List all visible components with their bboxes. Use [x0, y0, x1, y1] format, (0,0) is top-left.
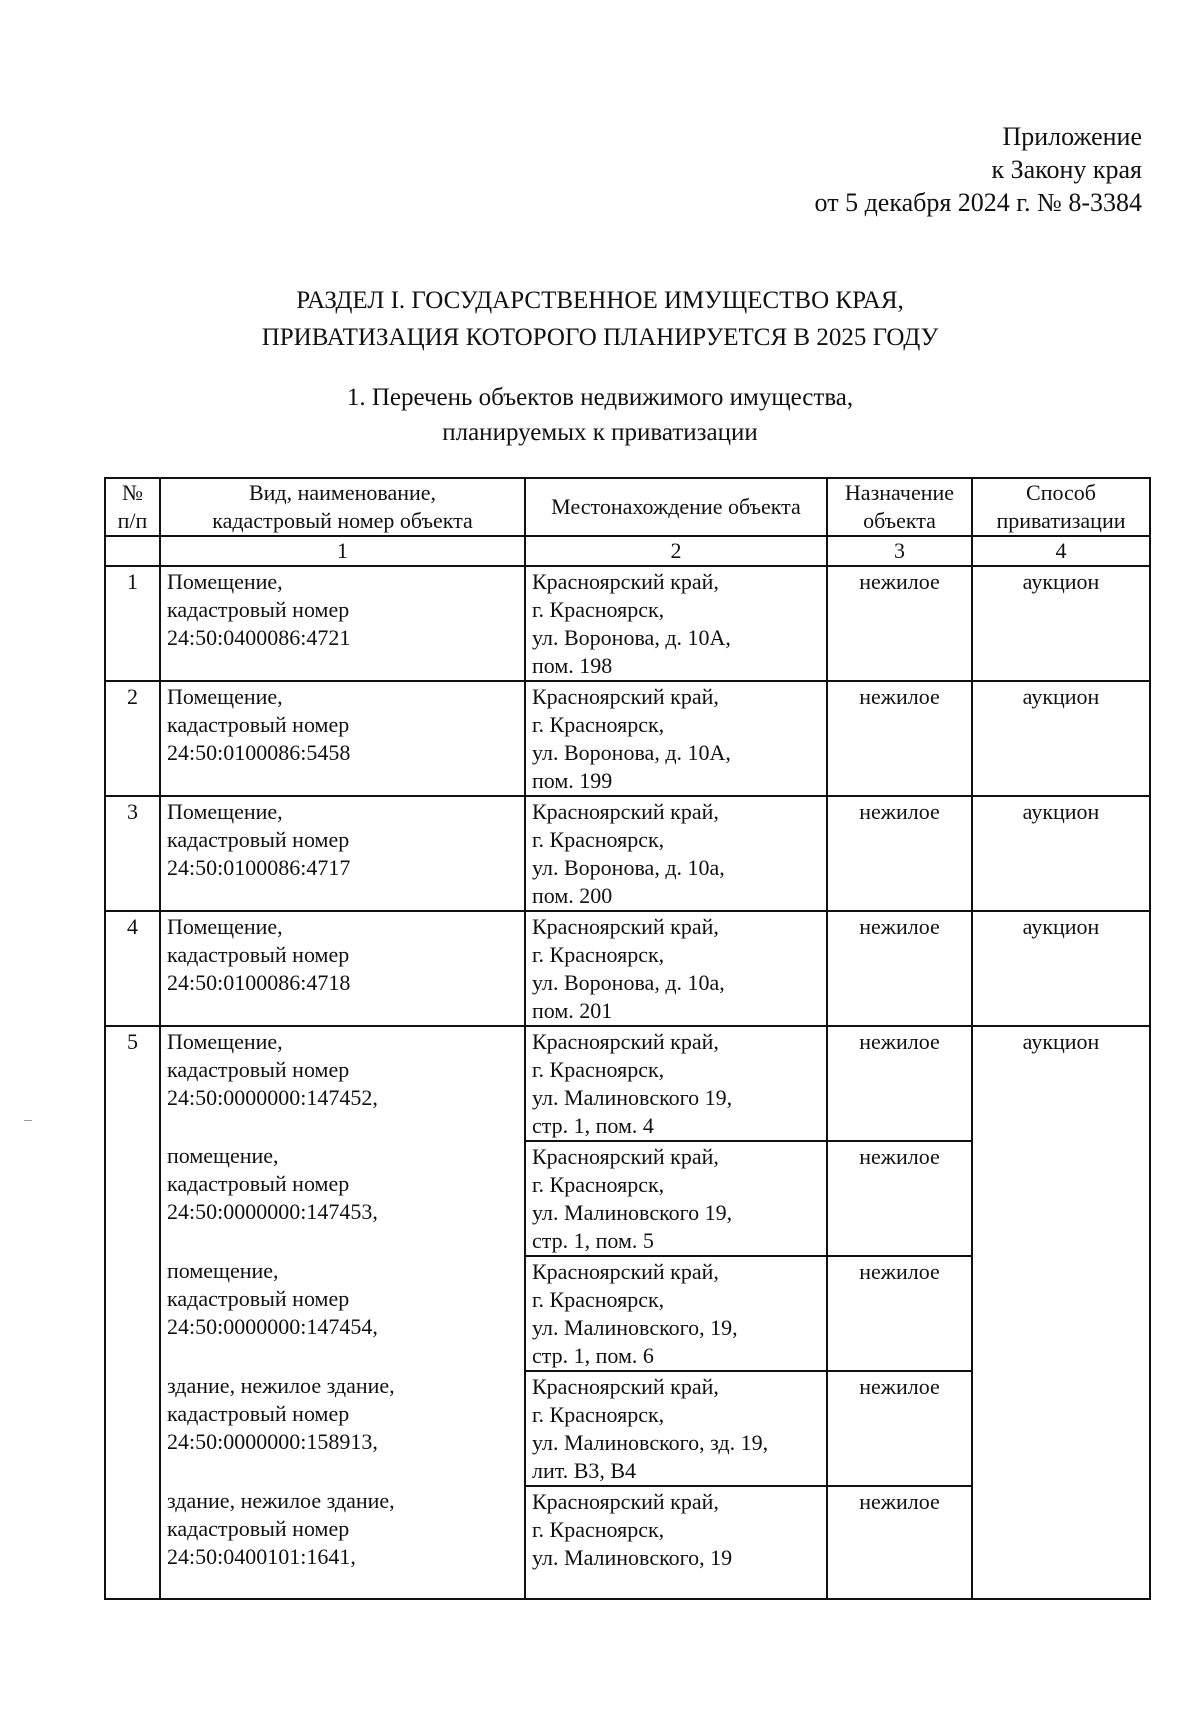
object-name	[160, 1486, 525, 1599]
appendix-line-3: от 5 декабря 2024 г. № 8-3384	[814, 188, 1142, 217]
cell-line: кадастровый номер	[167, 712, 350, 737]
cell-line: ул. Воронова, д. 10А,	[532, 625, 731, 650]
cell-line: 24:50:0400086:4721	[167, 625, 351, 650]
column-number: 4	[972, 536, 1150, 566]
cell-line: ул. Воронова, д. 10А,	[532, 740, 731, 765]
cell-line: помещение,	[167, 1143, 279, 1168]
cell-line: Помещение,	[167, 569, 283, 594]
cell-line: Красноярский край,	[532, 1144, 719, 1169]
object-location	[525, 796, 827, 911]
cell-line: 24:50:0000000:147452,	[167, 1085, 378, 1110]
cell-line: Красноярский край,	[532, 914, 719, 939]
cell-line: пом. 199	[532, 768, 613, 793]
object-location	[525, 566, 827, 681]
cell-line: 24:50:0000000:147453,	[167, 1199, 378, 1224]
cell-line: г. Красноярск,	[532, 1517, 665, 1542]
section-title	[0, 282, 1200, 356]
cell-line: стр. 1, пом. 5	[532, 1228, 654, 1253]
cell-line: 24:50:0100086:4717	[167, 855, 351, 880]
column-number-row	[105, 536, 1150, 566]
cell-line: г. Красноярск,	[532, 942, 665, 967]
appendix-line-2: к Закону края	[991, 155, 1142, 184]
object-location	[525, 911, 827, 1026]
cell-line: г. Красноярск,	[532, 1057, 665, 1082]
cell-line: ул. Воронова, д. 10а,	[532, 855, 725, 880]
cell-line: Помещение,	[167, 1029, 283, 1054]
header-name: Вид, наименование, кадастровый номер объекта	[160, 478, 525, 536]
table-row	[105, 1026, 1150, 1141]
privatization-method: аукцион	[972, 681, 1150, 796]
column-number: 2	[525, 536, 827, 566]
table-row	[105, 681, 1150, 796]
cell-line: кадастровый номер	[167, 827, 350, 852]
cell-line: Красноярский край,	[532, 569, 719, 594]
cell-line: Красноярский край,	[532, 684, 719, 709]
object-location	[525, 681, 827, 796]
table-header-row	[105, 478, 1150, 536]
cell-line: кадастровый номер	[167, 1057, 350, 1082]
object-purpose: нежилое	[827, 1026, 972, 1141]
cell-line: г. Красноярск,	[532, 712, 665, 737]
cell-line: стр. 1, пом. 4	[532, 1113, 654, 1138]
row-number: 1	[105, 566, 160, 681]
column-number-empty	[105, 536, 160, 566]
cell-line: г. Красноярск,	[532, 1402, 665, 1427]
cell-line: ул. Малиновского 19,	[532, 1085, 733, 1110]
object-name	[160, 1026, 525, 1141]
cell-line: Помещение,	[167, 914, 283, 939]
object-location	[525, 1486, 827, 1599]
cell-line: г. Красноярск,	[532, 597, 665, 622]
object-name	[160, 681, 525, 796]
cell-line: 24:50:0100086:4718	[167, 970, 351, 995]
object-purpose: нежилое	[827, 1141, 972, 1256]
objects-table	[104, 477, 1151, 1600]
cell-line: 24:50:0000000:158913,	[167, 1429, 378, 1454]
cell-line: Красноярский край,	[532, 1374, 719, 1399]
object-location	[525, 1141, 827, 1256]
cell-line: г. Красноярск,	[532, 827, 665, 852]
cell-line: г. Красноярск,	[532, 1287, 665, 1312]
object-name	[160, 1141, 525, 1256]
cell-line: здание, нежилое здание,	[167, 1488, 395, 1513]
object-name	[160, 911, 525, 1026]
cell-line: кадастровый номер	[167, 1516, 350, 1541]
privatization-method: аукцион	[972, 796, 1150, 911]
cell-line: кадастровый номер	[167, 942, 350, 967]
cell-line: пом. 201	[532, 998, 613, 1023]
cell-line: пом. 198	[532, 653, 613, 678]
cell-line: ул. Малиновского, 19	[532, 1545, 733, 1570]
cell-line: г. Красноярск,	[532, 1172, 665, 1197]
row-number: 3	[105, 796, 160, 911]
cell-line: ул. Малиновского, 19,	[532, 1315, 738, 1340]
cell-line: Помещение,	[167, 684, 283, 709]
object-purpose: нежилое	[827, 1371, 972, 1486]
header-num: № п/п	[105, 478, 160, 536]
table-row	[105, 796, 1150, 911]
cell-line: Красноярский край,	[532, 1259, 719, 1284]
list-title	[0, 380, 1200, 450]
object-purpose: нежилое	[827, 911, 972, 1026]
header-method: Способ приватизации	[972, 478, 1150, 536]
object-purpose: нежилое	[827, 681, 972, 796]
privatization-method: аукцион	[972, 566, 1150, 681]
privatization-method: аукцион	[972, 911, 1150, 1026]
appendix-header	[815, 120, 1142, 219]
cell-line: кадастровый номер	[167, 597, 350, 622]
cell-line: 24:50:0000000:147454,	[167, 1314, 378, 1339]
cell-line: Красноярский край,	[532, 1029, 719, 1054]
header-location: Местонахождение объекта	[525, 478, 827, 536]
object-name	[160, 566, 525, 681]
cell-line: Помещение,	[167, 799, 283, 824]
object-location	[525, 1026, 827, 1141]
cell-line: лит. В3, В4	[532, 1458, 637, 1483]
object-location	[525, 1256, 827, 1371]
object-location	[525, 1371, 827, 1486]
cell-line: 24:50:0100086:5458	[167, 740, 351, 765]
table-row	[105, 566, 1150, 681]
cell-line: кадастровый номер	[167, 1401, 350, 1426]
section-title-line-2: ПРИВАТИЗАЦИЯ КОТОРОГО ПЛАНИРУЕТСЯ В 2025 ГОДУ	[261, 324, 939, 351]
table-row	[105, 911, 1150, 1026]
row-number: 5	[105, 1026, 160, 1599]
object-purpose: нежилое	[827, 1486, 972, 1599]
cell-line: 24:50:0400101:1641,	[167, 1544, 356, 1569]
cell-line: помещение,	[167, 1258, 279, 1283]
list-title-line-1: 1. Перечень объектов недвижимого имущества,	[346, 384, 854, 411]
cell-line: Красноярский край,	[532, 1489, 719, 1514]
column-number: 1	[160, 536, 525, 566]
cell-line: ул. Малиновского 19,	[532, 1200, 733, 1225]
scan-margin-mark	[24, 1120, 32, 1121]
object-purpose: нежилое	[827, 796, 972, 911]
cell-line: кадастровый номер	[167, 1286, 350, 1311]
cell-line: здание, нежилое здание,	[167, 1373, 395, 1398]
section-title-line-1: РАЗДЕЛ I. ГОСУДАРСТВЕННОЕ ИМУЩЕСТВО КРАЯ,	[296, 287, 904, 314]
object-name	[160, 796, 525, 911]
table-body	[105, 566, 1150, 1599]
object-purpose: нежилое	[827, 1256, 972, 1371]
column-number: 3	[827, 536, 972, 566]
cell-line: Красноярский край,	[532, 799, 719, 824]
appendix-line-1: Приложение	[1002, 122, 1142, 151]
list-title-line-2: планируемых к приватизации	[442, 419, 758, 446]
row-number: 2	[105, 681, 160, 796]
header-purpose: Назначение объекта	[827, 478, 972, 536]
cell-line: стр. 1, пом. 6	[532, 1343, 654, 1368]
cell-line: ул. Малиновского, зд. 19,	[532, 1430, 769, 1455]
privatization-method: аукцион	[972, 1026, 1150, 1599]
object-name	[160, 1371, 525, 1486]
cell-line: пом. 200	[532, 883, 613, 908]
row-number: 4	[105, 911, 160, 1026]
object-purpose: нежилое	[827, 566, 972, 681]
object-name	[160, 1256, 525, 1371]
cell-line: ул. Воронова, д. 10а,	[532, 970, 725, 995]
cell-line: кадастровый номер	[167, 1171, 350, 1196]
